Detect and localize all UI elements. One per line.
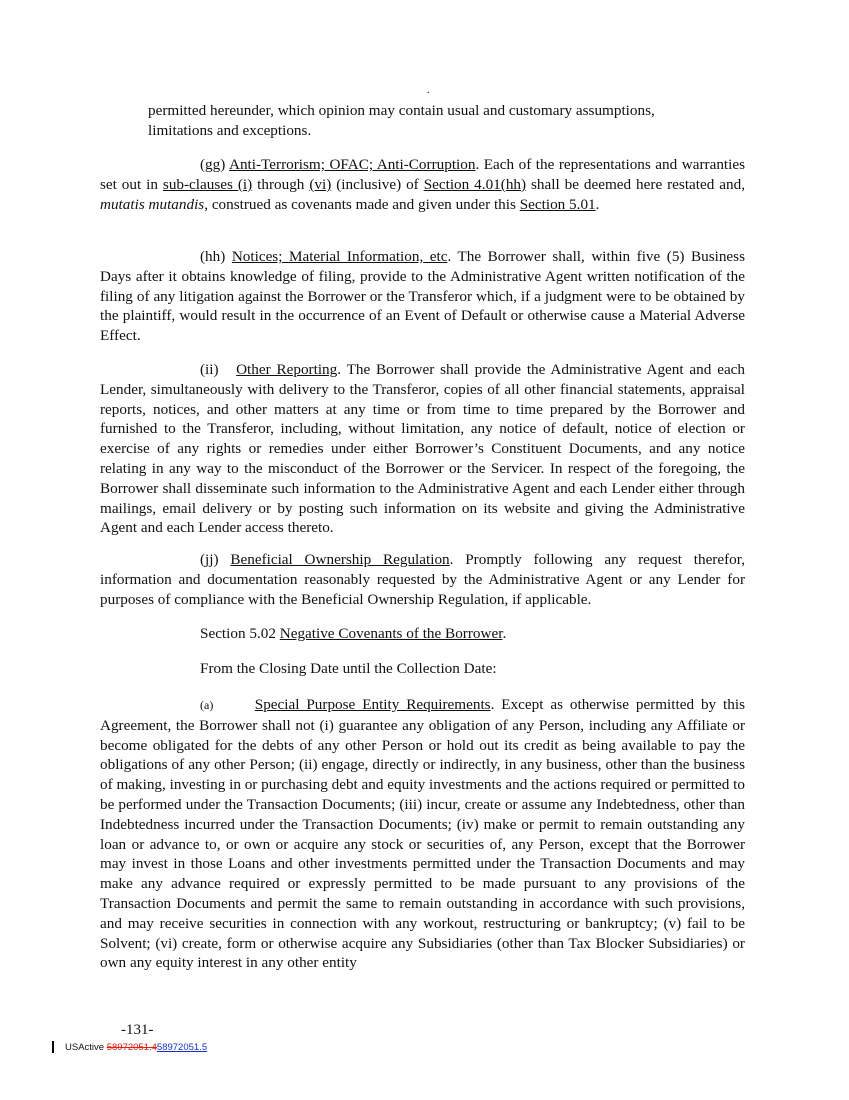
paragraph-hh	[100, 247, 745, 346]
paragraph-ii	[100, 360, 745, 538]
cross-reference: sub-clauses (i)	[162, 175, 253, 193]
clause-text: through	[252, 175, 310, 193]
change-bar	[52, 1041, 54, 1053]
clause-title: Other Reporting	[236, 361, 338, 378]
clause-text: (inclusive) of	[331, 175, 424, 193]
paragraph-a	[100, 695, 745, 973]
clause-text: . The Borrower shall provide the Administrative Agent and each Lender, simultaneously with delivery to the Transferor, copies of all other financial statements, appraisal reports, notices, and other matters at any time or from time to time prepared by the Borrower and furnished to the Transferor, including, without limitation, any notice of default, notice of election or exercise of any rights or remedies under either Borrower’s Constituent Documents, and any notice relating in any way to the misconduct of the Borrower or the Servicer. In respect of the foregoing, the Borrower shall disseminate such information to the Administrative Agent and each Lender either through mailings, email delivery or by posting such information on its website and giving the Administrative Agent and each Lender access thereto.	[100, 361, 746, 537]
clause-number: (ii)	[200, 361, 219, 378]
footer-inserted-id: 58972051.5	[156, 1042, 208, 1053]
from-line: From the Closing Date until the Collection Date:	[200, 660, 497, 677]
clause-number: (jj)	[200, 551, 219, 568]
page-number: -131-	[121, 1022, 154, 1038]
continuation-text: permitted hereunder, which opinion may contain usual and customary assumptions, limitations and exceptions.	[148, 102, 655, 139]
clause-title: Anti-Terrorism; OFAC; Anti-Corruption	[229, 156, 476, 173]
paragraph-jj	[100, 550, 745, 609]
section-punctuation: .	[502, 625, 507, 642]
section-title: Negative Covenants of the Borrower	[279, 625, 503, 642]
cross-reference: (vi)	[309, 175, 332, 193]
clause-text: shall be deemed here restated and,	[526, 175, 746, 193]
clause-text: . The Borrower shall, within five (5) Business Days after it obtains knowledge of filing, provide to the Administrative Agent written notification of the filing of any litigation against the Borrower or the Transferor which, if a judgment were to be obtained by the plaintiff, would result in the occurrence of an Event of Default or otherwise cause a Material Adverse Effect.	[100, 248, 745, 345]
clause-text: . Promptly following any request therefor, information and documentation reasonably requested by the Administrative Agent or any Lender for purposes of compliance with the Beneficial Ownership Regulation, if applicable.	[100, 551, 746, 608]
clause-text: , construed as covenants made and given under this	[204, 195, 520, 213]
clause-number: (gg)	[200, 156, 226, 173]
clause-text: . Except as otherwise permitted by this Agreement, the Borrower shall not (i) guarantee any obligation of any Person, including any Affiliate or become obligated for the debts of any other Person or hold out its credit as being available to pay the obligations of any other Person; (ii) engage, directly or indirectly, in any business, other than the business of making, investing in or purchasing debt and equity investments and the actions required or permitted to be performed under the Transaction Documents; (iii) incur, create or assume any Indebtedness, other than Indebtedness incurred under the Transaction Documents; (iv) make or permit to remain outstanding any loan or advance to, or own or acquire any stock or securities of, any Person, except that the Borrower may invest in those Loans and other investments permitted under the Transaction Documents and may make any advance required or expressly permitted to be made pursuant to any provisions of the Transaction Documents and permit the same to remain outstanding in accordance with such provisions, and may receive securities in connection with any workout, restructuring or bankruptcy; (v) fail to be Solvent; (vi) create, form or otherwise acquire any Subsidiaries (other than Tax Blocker Subsidiaries) or own any equity interest in any other entity	[100, 696, 745, 972]
clause-title: Beneficial Ownership Regulation	[230, 551, 450, 568]
cross-reference: Section 4.01(hh)	[423, 175, 527, 193]
paragraph-gg	[100, 155, 745, 214]
footer-prefix: USActive	[65, 1042, 107, 1053]
paragraph-continuation	[148, 101, 708, 141]
clause-number: (hh)	[200, 248, 226, 265]
clause-text: . Each of the representations and warranties set out in	[100, 156, 746, 193]
clause-number: (a)	[200, 698, 214, 712]
italic-phrase: mutatis mutandis	[100, 195, 205, 213]
document-footer	[65, 1042, 207, 1053]
cross-reference: Section 5.01	[519, 195, 596, 213]
clause-title: Notices; Material Information, etc	[231, 248, 448, 265]
clause-text: .	[595, 195, 600, 213]
clause-title: Special Purpose Entity Requirements	[254, 696, 491, 713]
footer-deleted-id: 58972051.4	[106, 1042, 157, 1053]
top-mark: .	[427, 85, 430, 96]
section-heading	[200, 624, 506, 644]
section-label: Section 5.02	[200, 625, 276, 642]
